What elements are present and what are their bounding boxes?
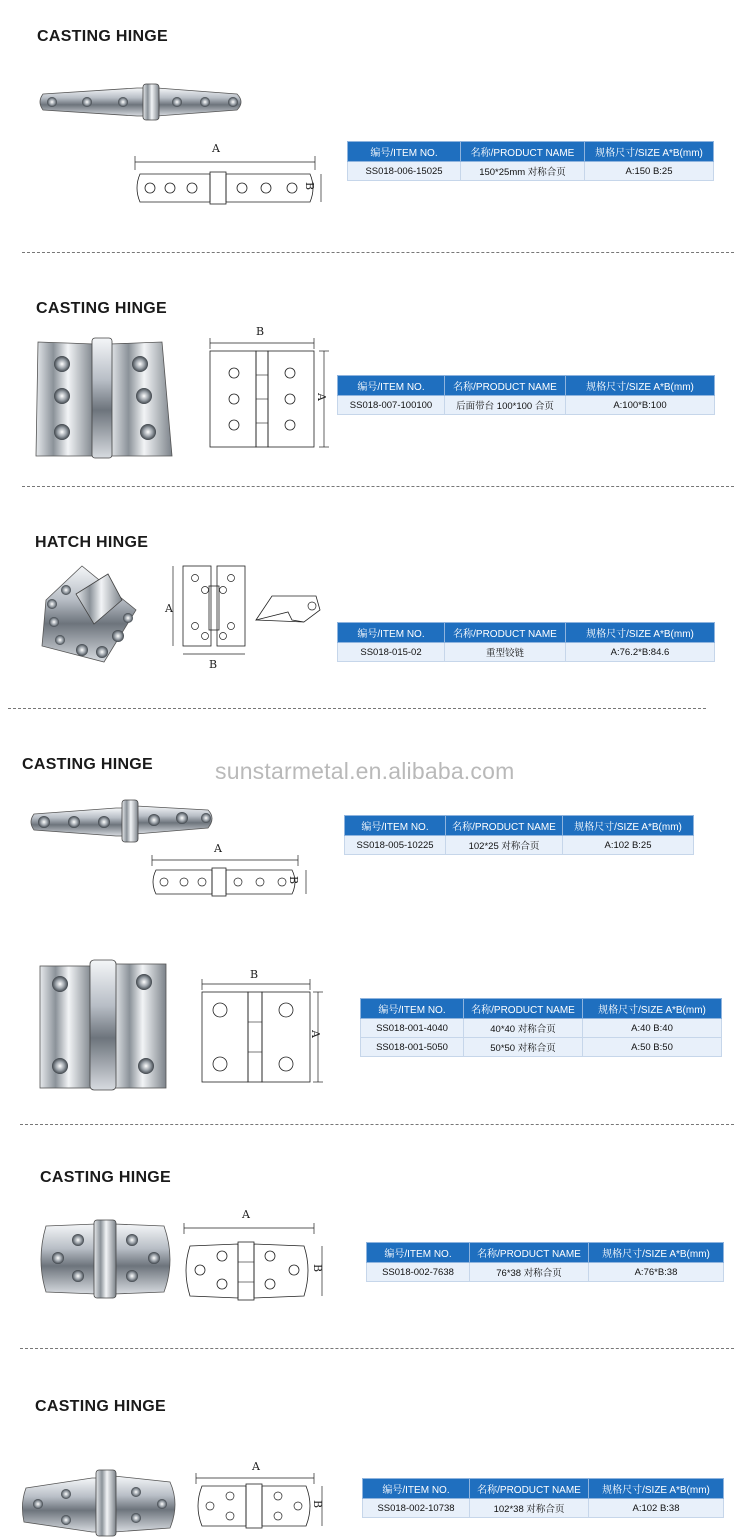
item-name: 76*38 对称合页 bbox=[470, 1263, 589, 1282]
header-name: 名称/PRODUCT NAME bbox=[446, 816, 563, 836]
item-name: 102*25 对称合页 bbox=[446, 836, 563, 855]
header-id: 编号/ITEM NO. bbox=[345, 816, 446, 836]
item-id: SS018-005-10225 bbox=[345, 836, 446, 855]
item-id: SS018-015-02 bbox=[338, 643, 445, 662]
dim-label-a: A bbox=[309, 1030, 322, 1038]
section-divider bbox=[20, 1348, 734, 1349]
item-size: A:50 B:50 bbox=[583, 1038, 722, 1057]
hinge-drawing bbox=[148, 842, 318, 902]
watermark: sunstarmetal.en.alibaba.com bbox=[215, 758, 515, 784]
item-id: SS018-002-7638 bbox=[367, 1263, 470, 1282]
dim-label-a: A bbox=[315, 393, 328, 401]
hinge-drawing bbox=[178, 1204, 328, 1304]
section-divider bbox=[22, 252, 734, 253]
dim-label-b: B bbox=[287, 876, 300, 885]
dim-label-b: B bbox=[311, 1500, 324, 1509]
hinge-photo bbox=[36, 1220, 176, 1298]
hinge-drawing bbox=[196, 968, 326, 1088]
hinge-photo bbox=[34, 338, 174, 460]
dim-label-b: B bbox=[209, 658, 218, 671]
dim-label-b: B bbox=[311, 1264, 324, 1273]
spec-table bbox=[347, 141, 714, 181]
dim-label-b: B bbox=[303, 182, 316, 191]
header-size: 规格尺寸/SIZE A*B(mm) bbox=[589, 1243, 724, 1263]
hinge-photo bbox=[28, 800, 218, 844]
header-id: 编号/ITEM NO. bbox=[363, 1479, 470, 1499]
spec-table bbox=[337, 375, 715, 415]
section-title: CASTING HINGE bbox=[22, 756, 154, 773]
spec-table bbox=[360, 998, 722, 1057]
item-size: A:76.2*B:84.6 bbox=[566, 643, 715, 662]
item-id: SS018-006-15025 bbox=[348, 162, 461, 181]
header-size: 规格尺寸/SIZE A*B(mm) bbox=[589, 1479, 724, 1499]
header-name: 名称/PRODUCT NAME bbox=[445, 376, 566, 396]
dim-label-b: B bbox=[250, 968, 259, 981]
dim-label-b: B bbox=[256, 325, 265, 338]
header-name: 名称/PRODUCT NAME bbox=[461, 142, 585, 162]
header-size: 规格尺寸/SIZE A*B(mm) bbox=[566, 376, 715, 396]
section-divider bbox=[22, 486, 734, 487]
item-name: 150*25mm 对称合页 bbox=[461, 162, 585, 181]
header-id: 编号/ITEM NO. bbox=[338, 623, 445, 643]
table-row bbox=[363, 1499, 724, 1518]
hinge-profile-drawing bbox=[252, 590, 332, 630]
dim-label-a: A bbox=[212, 142, 220, 155]
table-row bbox=[348, 162, 714, 181]
hinge-drawing bbox=[198, 325, 338, 455]
item-id: SS018-001-4040 bbox=[361, 1019, 464, 1038]
hinge-drawing bbox=[130, 140, 330, 210]
section-title: HATCH HINGE bbox=[35, 534, 149, 551]
spec-table bbox=[362, 1478, 724, 1518]
hinge-drawing bbox=[190, 1460, 340, 1530]
item-id: SS018-001-5050 bbox=[361, 1038, 464, 1057]
section-title: CASTING HINGE bbox=[37, 28, 169, 45]
section-title: CASTING HINGE bbox=[35, 1398, 167, 1415]
dim-label-a: A bbox=[252, 1460, 260, 1473]
table-row bbox=[338, 396, 715, 415]
hinge-drawing bbox=[165, 562, 265, 670]
item-name: 102*38 对称合页 bbox=[470, 1499, 589, 1518]
item-id: SS018-007-100100 bbox=[338, 396, 445, 415]
item-name: 重型铰链 bbox=[445, 643, 566, 662]
section-divider bbox=[8, 708, 706, 709]
hinge-photo bbox=[20, 1470, 180, 1536]
section-divider bbox=[20, 1124, 734, 1125]
table-row bbox=[367, 1263, 724, 1282]
item-size: A:100*B:100 bbox=[566, 396, 715, 415]
header-name: 名称/PRODUCT NAME bbox=[470, 1243, 589, 1263]
header-size: 规格尺寸/SIZE A*B(mm) bbox=[563, 816, 694, 836]
header-name: 名称/PRODUCT NAME bbox=[445, 623, 566, 643]
item-size: A:150 B:25 bbox=[585, 162, 714, 181]
header-id: 编号/ITEM NO. bbox=[338, 376, 445, 396]
item-name: 40*40 对称合页 bbox=[464, 1019, 583, 1038]
section-title: CASTING HINGE bbox=[36, 300, 168, 317]
table-row bbox=[338, 643, 715, 662]
header-name: 名称/PRODUCT NAME bbox=[470, 1479, 589, 1499]
spec-table bbox=[366, 1242, 724, 1282]
header-id: 编号/ITEM NO. bbox=[367, 1243, 470, 1263]
spec-table bbox=[337, 622, 715, 662]
item-size: A:102 B:25 bbox=[563, 836, 694, 855]
header-id: 编号/ITEM NO. bbox=[361, 999, 464, 1019]
item-size: A:102 B:38 bbox=[589, 1499, 724, 1518]
dim-label-a: A bbox=[242, 1208, 250, 1221]
hinge-photo bbox=[37, 84, 247, 124]
dim-label-a: A bbox=[214, 842, 222, 855]
item-size: A:76*B:38 bbox=[589, 1263, 724, 1282]
item-name: 后面带台 100*100 合页 bbox=[445, 396, 566, 415]
header-name: 名称/PRODUCT NAME bbox=[464, 999, 583, 1019]
header-size: 规格尺寸/SIZE A*B(mm) bbox=[583, 999, 722, 1019]
header-id: 编号/ITEM NO. bbox=[348, 142, 461, 162]
section-title: CASTING HINGE bbox=[40, 1169, 172, 1186]
table-row bbox=[361, 1019, 722, 1038]
item-id: SS018-002-10738 bbox=[363, 1499, 470, 1518]
hinge-photo bbox=[36, 560, 146, 670]
item-name: 50*50 对称合页 bbox=[464, 1038, 583, 1057]
hinge-photo bbox=[38, 960, 168, 1092]
item-size: A:40 B:40 bbox=[583, 1019, 722, 1038]
table-row bbox=[361, 1038, 722, 1057]
dim-label-a: A bbox=[165, 602, 173, 615]
header-size: 规格尺寸/SIZE A*B(mm) bbox=[585, 142, 714, 162]
header-size: 规格尺寸/SIZE A*B(mm) bbox=[566, 623, 715, 643]
table-row bbox=[345, 836, 694, 855]
spec-table bbox=[344, 815, 694, 855]
